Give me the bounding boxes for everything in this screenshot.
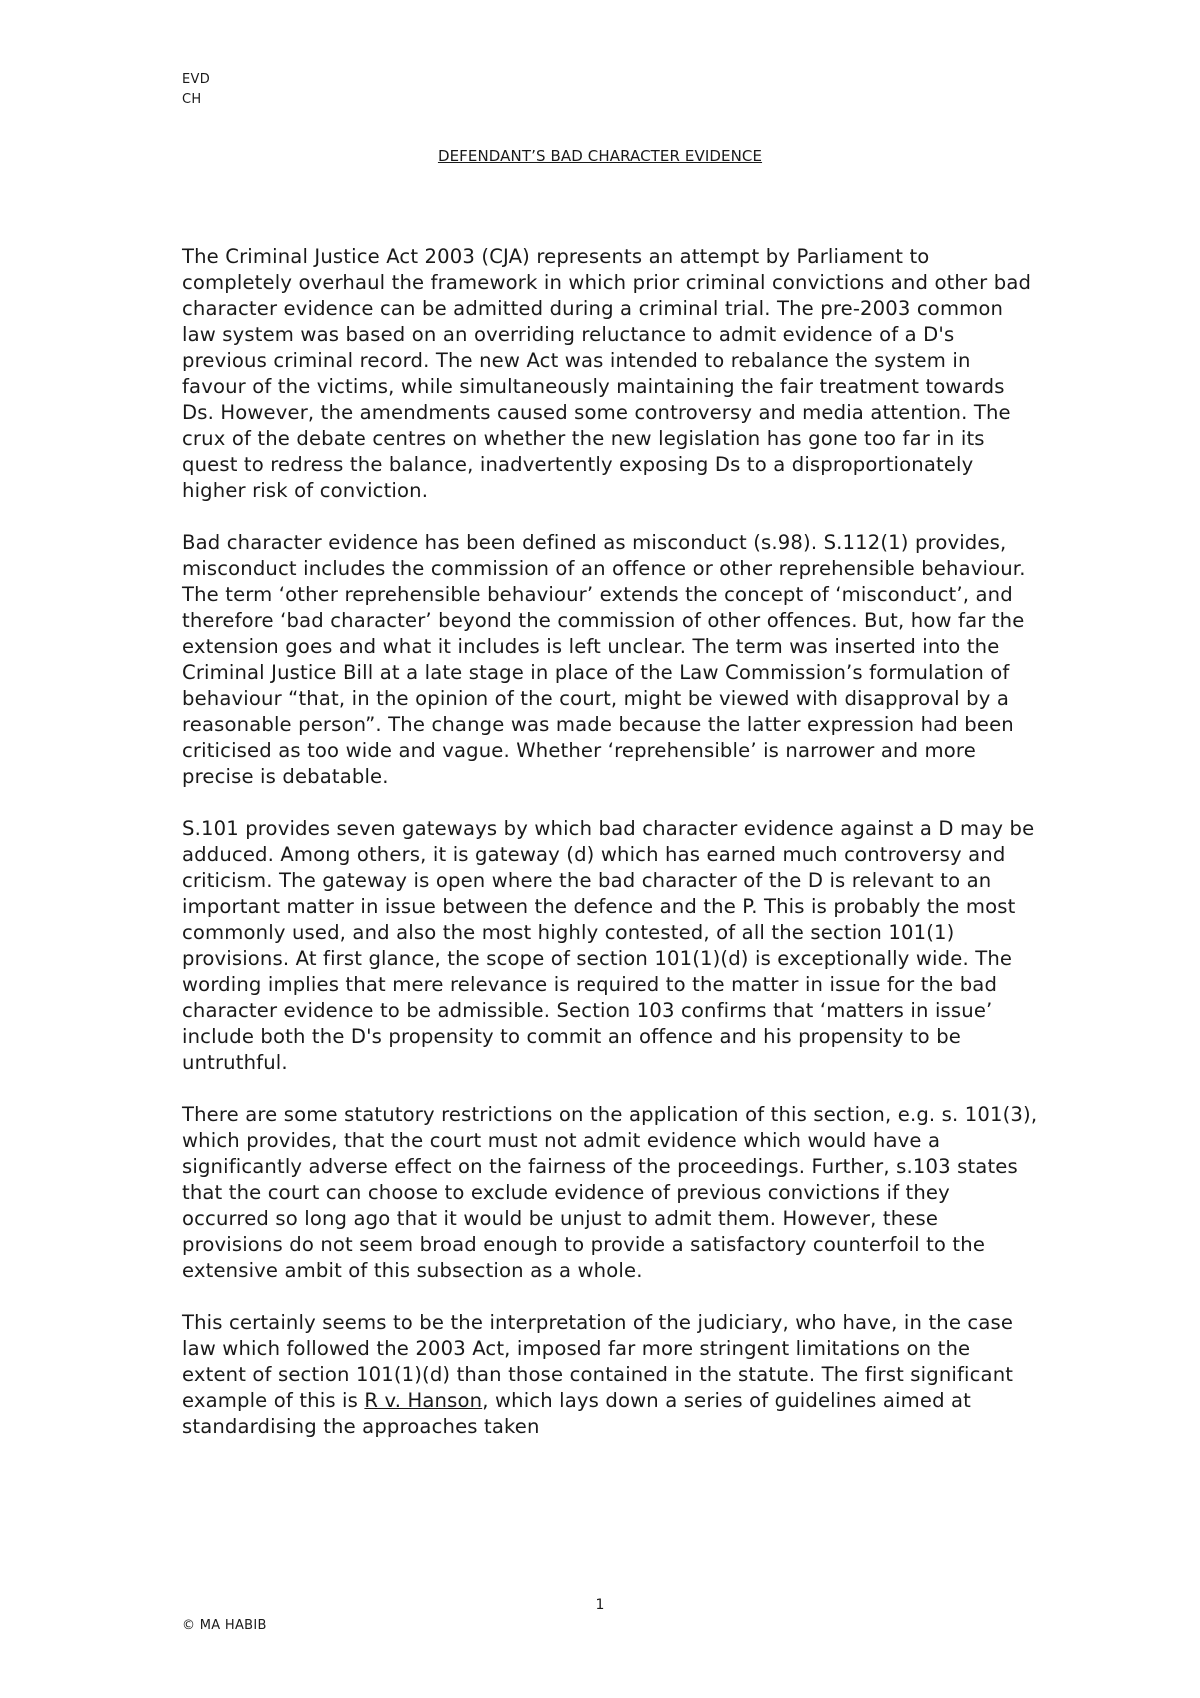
paragraph-statutory-restrictions: There are some statutory restrictions on the application of this section, e.g. s. 101(3), which provides, that the court must not admit evidence which would have a significantly adverse effect on the fairness of the proceedings. Further, s.103 states that the court can choose to exclude evidence of previous convictions if they occurred so long ago that it would be unjust to admit them. However, these provisions do not seem broad enough to provide a satisfactory counterfoil to the extensive ambit of this subsection as a whole. [182, 1103, 1038, 1282]
paragraph-text-after-case: , which lays down a series of guidelines aimed at standardising the approaches taken [182, 1389, 972, 1438]
paragraph-judiciary-interpretation [182, 1310, 1038, 1440]
footer-copyright: © MA HABIB [182, 1618, 267, 1633]
page-number: 1 [595, 1597, 605, 1613]
header-code-line-2: CH [182, 92, 202, 107]
document-title: DEFENDANT’S BAD CHARACTER EVIDENCE [437, 147, 763, 165]
paragraph-misconduct-definition: Bad character evidence has been defined as misconduct (s.98). S.112(1) provides, misconduct includes the commission of an offence or other reprehensible behaviour. The term ‘other reprehensible behaviour’ extends the concept of ‘misconduct’, and therefore ‘bad character’ beyond the commission of other offences. But, how far the extension goes and what it includes is left unclear. The term was inserted into the Criminal Justice Bill at a late stage in place of the Law Commission’s formulation of behaviour “that, in the opinion of the court, might be viewed with disapproval by a reasonable person”. The change was made because the latter expression had been criticised as too wide and vague. Whether ‘reprehensible’ is narrower and more precise is debatable. [182, 531, 1026, 788]
paragraph-intro: The Criminal Justice Act 2003 (CJA) represents an attempt by Parliament to completely overhaul the framework in which prior criminal convictions and other bad character evidence can be admitted during a criminal trial. The pre-2003 common law system was based on an overriding reluctance to admit evidence of a D's previous criminal record. The new Act was intended to rebalance the system in favour of the victims, while simultaneously maintaining the fair treatment towards Ds. However, the amendments caused some controversy and media attention. The crux of the debate centres on whether the new legislation has gone too far in its quest to redress the balance, inadvertently exposing Ds to a disproportionately higher risk of conviction. [182, 245, 1032, 502]
paragraph-text-before-case: This certainly seems to be the interpretation of the judiciary, who have, in the case law which followed the 2003 Act, imposed far more stringent limitations on the extent of section 101(1)(d) than those contained in the statute. The first significant example of this is [182, 1311, 1014, 1412]
document-body [182, 244, 1038, 1466]
paragraph-gateways: S.101 provides seven gateways by which bad character evidence against a D may be adduced. Among others, it is gateway (d) which has earned much controversy and criticism. The gateway is open where the bad character of the D is relevant to an important matter in issue between the defence and the P. This is probably the most commonly used, and also the most highly contested, of all the section 101(1) provisions. At first glance, the scope of section 101(1)(d) is exceptionally wide. The wording implies that mere relevance is required to the matter in issue for the bad character evidence to be admissible. Section 103 confirms that ‘matters in issue’ include both the D's propensity to commit an offence and his propensity to be untruthful. [182, 817, 1035, 1074]
header-code-line-1: EVD [182, 72, 211, 87]
case-citation: R v. Hanson [364, 1389, 483, 1412]
